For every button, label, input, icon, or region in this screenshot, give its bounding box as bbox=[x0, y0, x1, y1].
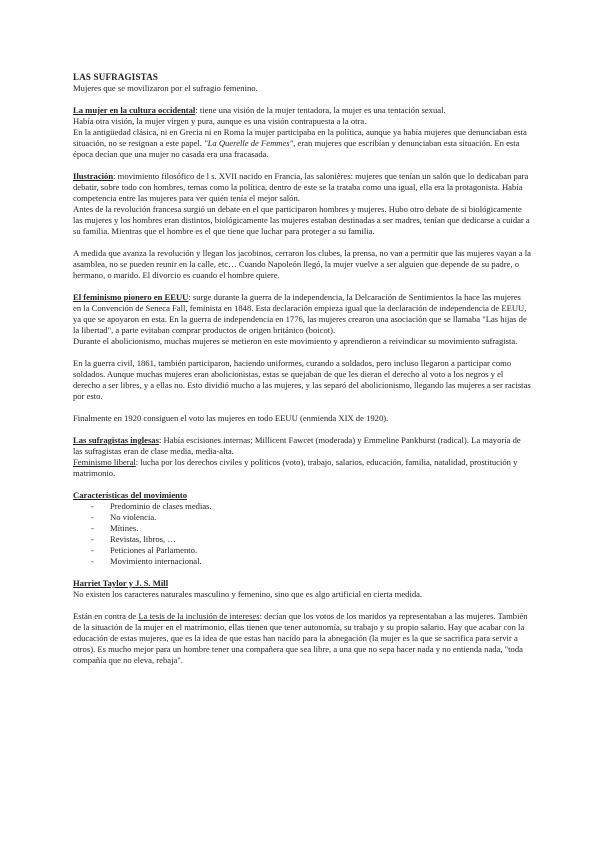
list-item: - Predominio de clases medias. bbox=[73, 501, 531, 512]
heading-cultura-occidental: La mujer en la cultura occidental bbox=[73, 105, 196, 115]
mill-text-b: : decían que los votos de los maridos ya representaban a las mujeres. También de la situación de la mujer en el matrimonio, ellas tienen que tener autonomía, su trabajo y su propio salario. Hay que acabar con la educación de estas mujeres, que es la idea de que estas han nacido para la abnegación (la mujer es la que se sacrifica para servir a otros). Es mucho mejor para un hombre tener una compañera que sea libre, a una que no sepa hacer nada y no entienda nada, "toda compañía que no eleva, rebaja". bbox=[73, 611, 528, 665]
heading-ilustracion: Ilustración bbox=[73, 171, 114, 181]
paragraph-ilustracion bbox=[73, 171, 531, 204]
feminismo-liberal-text: : lucha por los derechos civiles y políticos (voto), trabajo, salarios, educación, familia, natalidad, prostitución y matrimonio. bbox=[73, 457, 518, 478]
heading-inglesas: Las sufragistas inglesas bbox=[73, 435, 159, 445]
paragraph-inglesas bbox=[73, 435, 531, 457]
paragraph-feminismo-liberal bbox=[73, 457, 531, 479]
document-subtitle: Mujeres que se movilizaron por el sufragio femenino. bbox=[73, 83, 258, 93]
heading-caracteristicas: Características del movimiento bbox=[73, 490, 188, 500]
paragraph-eeuu bbox=[73, 292, 531, 336]
paragraph-revolucion: A medida que avanza la revolución y llegan los jacobinos, cerraron los clubes, la prensa, no van a permitir que las mujeres vayan a la asamblea, no se pueden reunir en la calle, etc… Cuando Napoleón llegó, la mujer vuelve a ser alguien que depende de su padre, o hermano, o marido. El divorcio es cuando el hombre quiere. bbox=[73, 248, 531, 280]
list-item: - Peticiones al Parlamento. bbox=[73, 545, 531, 556]
list-item: - Movimiento internacional. bbox=[73, 556, 531, 567]
paragraph-voto-1920: Finalmente en 1920 consiguen el voto las mujeres en todo EEUU (enmienda XIX de 1920). bbox=[73, 413, 389, 423]
cultura-line-3a: En la antigüedad clásica, ni en Grecia ni en Roma la mujer participaba en la política, aunque ya había mujeres que denunciaban esta situación, no se resignan a este papel. bbox=[73, 127, 527, 148]
heading-eeuu: El feminismo pionero en EEUU bbox=[73, 292, 189, 302]
document-title: LAS SUFRAGISTAS bbox=[73, 72, 159, 82]
document-body bbox=[73, 72, 531, 666]
list-item: - No violencia. bbox=[73, 512, 531, 523]
ilustracion-text: : movimiento filosófico de l s. XVII nacido en Francia, las salonières: mujeres que tenían un salón que lo dedicaban para debatir, sobre todo con hombres, temas como la política, dentro de este se la trataba como una igual, ella era la protagonista. Había competencia entre las mujeres para ver quién tenía el mejor salón. bbox=[73, 171, 529, 203]
inglesas-text: : Había escisiones internas; Millicent Fawcet (moderada) y Emmeline Pankhurst (radical). La mayoría de las sufragistas eran de clase media, media-alta. bbox=[73, 435, 521, 456]
eeuu-text: : surge durante la guerra de la independencia, la Delcaración de Sentimientos la hace las mujeres en la Convención de Seneca Fall, feminista en 1848. Esta declaración empieza igual que la declaración de independencia de EEUU, ya que se apoyaron en esta. En la guerra de independencia en 1776, las mujeres crearon una asociación que se llamaba "Las hijas de la libertad", a parte evitaban comprar productos de origen británico (boicot). bbox=[73, 292, 527, 335]
paragraph-mill bbox=[73, 611, 531, 666]
eeuu-text-2: Durante el abolicionismo, muchas mujeres se metieron en este movimiento y aprendieron a reivindicar su movimiento sufragista. bbox=[73, 336, 518, 346]
paragraph-cultura-occidental bbox=[73, 105, 531, 116]
paragraph-guerra-civil: En la guerra civil, 1861, también participaron, haciendo uniformes, curando a soldados, pero incluso llegaron a participar como soldados. Aunque muchas mujeres eran abolicionistas, estas se quejaban de que les dieran el derecho al voto a los negros y el derecho a ser libres, y a ellas no. Esto dividió mucho a las mujeres, y las separó del abolicionismo, llegando las mujeres a ser racistas por esto. bbox=[73, 358, 531, 401]
list-item: - Revistas, libros, … bbox=[73, 534, 531, 545]
cultura-line-1: : tiene una visión de la mujer tentadora, la mujer es una tentación sexual. bbox=[195, 105, 446, 115]
mill-line-1: No existen los caracteres naturales masculino y femenino, sino que es algo artificial en cierta medida. bbox=[73, 589, 423, 599]
list-item: - Mítines. bbox=[73, 523, 531, 534]
feminismo-liberal-label: Feminismo liberal bbox=[73, 457, 136, 467]
book-title: "La Querelle de Femmes" bbox=[204, 138, 294, 148]
cultura-line-3b: , eran mujeres que escribían y denunciaban esta situación. En esta época decían que una mujer no casada era una fracasada. bbox=[73, 138, 520, 159]
mill-text-a: Están en contra de bbox=[73, 611, 139, 621]
cultura-line-3 bbox=[73, 127, 531, 160]
tesis-inclusion-intereses: La tesis de la inclusión de intereses bbox=[138, 611, 260, 621]
ilustracion-text-2: Antes de la revolución francesa surgió un debate en el que participaron hombres y mujeres. Hubo otro debate de si biológicamente las mujeres y los hombres eran distintos, biológicamente las mujeres estaban destinadas a ser madres, tenían que dedicarse a cuidar a su familia. Mientras que el hombre es el que tiene que luchar para proteger a su familia. bbox=[73, 204, 530, 236]
cultura-line-2: Había otra visión, la mujer virgen y pura, aunque es una visión contrapuesta a la otra. bbox=[73, 116, 367, 126]
heading-mill: Harriet Taylor y J. S. Mill bbox=[73, 578, 169, 588]
caracteristicas-list bbox=[73, 501, 531, 567]
